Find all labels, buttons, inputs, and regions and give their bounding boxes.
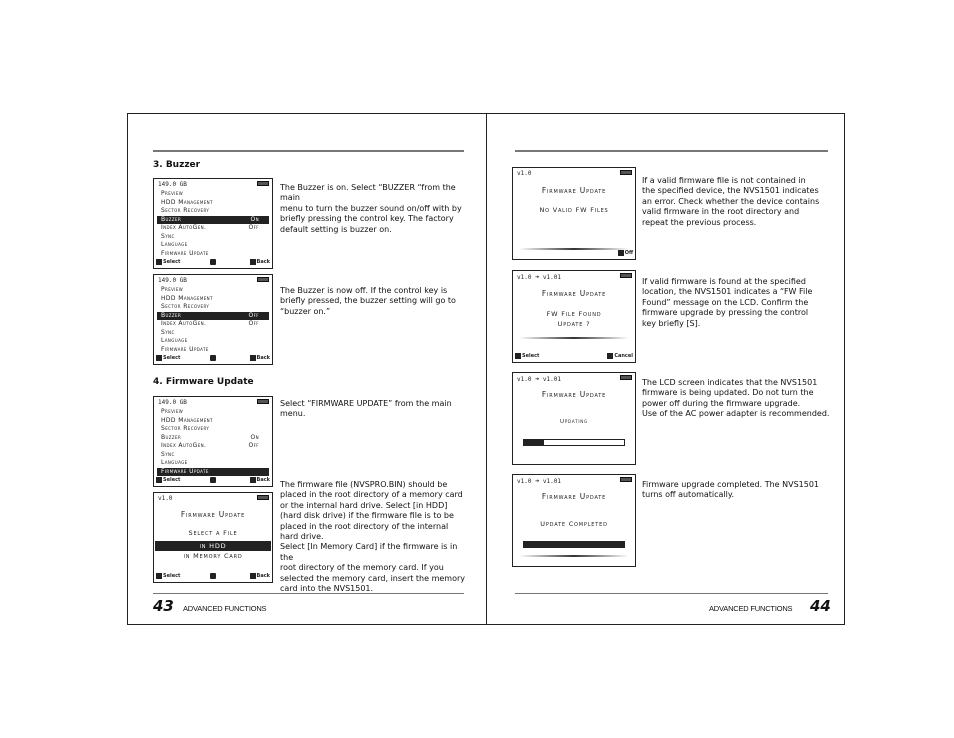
select-softkey (156, 572, 180, 580)
text-line: location, the NVS1501 indicates a “FW File (642, 287, 813, 297)
back-softkey (250, 354, 270, 362)
version-label: v1.0 (158, 495, 173, 502)
lcd-title: Firmware Update (541, 186, 607, 195)
menu-item-hdd-management: HDD Management (161, 294, 213, 302)
menu-item-label: Index AutoGen. (161, 320, 207, 327)
option-in-memory-card: in Memory Card (183, 552, 243, 560)
lcd-message-2: Update ? (557, 320, 591, 328)
softkey-label: Select (163, 259, 181, 265)
text-line: placed in the root directory of the internal (280, 521, 449, 531)
page-number-right: 44 (810, 597, 831, 615)
lcd-message: Updating (560, 419, 588, 425)
key-icon (156, 477, 162, 483)
text-line: power off during the firmware upgrade. (642, 398, 801, 408)
lcd-footer (156, 258, 270, 266)
text-line: menu. (280, 409, 306, 419)
arrow-right-icon: ➔ (535, 375, 540, 383)
version-from: v1.0 (517, 478, 532, 485)
top-rule-left (153, 150, 464, 152)
version-to: v1.01 (542, 274, 561, 281)
menu-item-index-autogen (157, 320, 269, 329)
lcd-sweep-line (519, 555, 629, 557)
control-key-icon (210, 259, 216, 265)
softkey-label: Select (163, 355, 181, 361)
para-no-valid (642, 176, 832, 228)
menu-item-value: On (250, 215, 259, 223)
footer-left: ADVANCED FUNCTIONS (183, 604, 267, 613)
battery-icon (257, 399, 269, 404)
menu-item-buzzer (157, 216, 269, 225)
lcd-menu (157, 190, 269, 258)
text-line: Select “FIRMWARE UPDATE” from the main (280, 399, 452, 408)
menu-item-value: Off (248, 320, 259, 327)
text-line: (hard disk drive) if the firmware file is to be (280, 511, 454, 521)
menu-item-language: Language (161, 337, 188, 344)
menu-item-value: Off (248, 224, 259, 231)
key-icon (156, 355, 162, 361)
softkey-label: Select (522, 353, 540, 359)
lcd-buzzer-off (153, 274, 273, 365)
text-line: Use of the AC power adapter is recommended. (642, 409, 830, 419)
version-to: v1.01 (542, 376, 561, 383)
lcd-title: Firmware Update (541, 390, 607, 399)
menu-item-sync: Sync (161, 232, 175, 240)
text-line: repeat the previous process. (642, 217, 757, 227)
key-icon (607, 353, 613, 359)
version-label (517, 273, 561, 281)
battery-icon (257, 277, 269, 282)
menu-item-label: Buzzer (161, 311, 182, 319)
top-rule-right (515, 150, 828, 152)
menu-item-index-autogen (157, 442, 269, 451)
key-icon (618, 250, 624, 256)
menu-item-value: Off (248, 442, 259, 449)
text-line: placed in the root directory of a memory card (280, 490, 463, 500)
footer-right: ADVANCED FUNCTIONS (709, 604, 793, 613)
lcd-menu (157, 408, 269, 476)
text-line: If valid firmware is found at the specified (642, 277, 806, 286)
menu-item-preview: Preview (161, 190, 184, 197)
text-line: or the internal hard drive. Select [in HDD] (280, 500, 448, 510)
text-line: “buzzer on.” (280, 306, 331, 316)
menu-item-label: Buzzer (161, 433, 182, 441)
battery-icon (620, 170, 632, 175)
menu-item-label: Index AutoGen. (161, 224, 207, 231)
lcd-title: Firmware Update (541, 289, 607, 298)
para-buzzer-off (280, 286, 470, 317)
select-softkey (515, 352, 539, 360)
menu-item-label: Index AutoGen. (161, 442, 207, 449)
softkey-label: Back (256, 477, 270, 483)
arrow-right-icon: ➔ (535, 273, 540, 281)
version-label (517, 477, 561, 485)
select-softkey (156, 258, 180, 266)
progress-fill (524, 440, 544, 445)
menu-item-hdd-management: HDD Management (161, 416, 213, 424)
battery-icon (620, 477, 632, 482)
text-line: the specified device, the NVS1501 indicates (642, 186, 819, 196)
version-to: v1.01 (542, 478, 561, 485)
softkey-label: Select (163, 477, 181, 483)
version-label: v1.0 (517, 170, 532, 177)
text-line: The Buzzer is now off. If the control key is (280, 286, 448, 295)
para-completed (642, 480, 832, 501)
text-line: key briefly [S]. (642, 318, 701, 328)
text-line: The Buzzer is on. Select “BUZZER “from the main (280, 183, 456, 203)
text-line: hard drive. (280, 532, 324, 542)
bottom-rule-left (153, 593, 464, 594)
back-softkey (250, 258, 270, 266)
arrow-right-icon: ➔ (535, 477, 540, 485)
text-line: turns off automatically. (642, 490, 735, 500)
back-softkey (250, 572, 270, 580)
menu-item-buzzer (157, 434, 269, 443)
menu-item-firmware-update: Firmware Update (157, 468, 269, 477)
menu-item-sync: Sync (161, 450, 175, 458)
lcd-footer (156, 476, 270, 484)
key-icon (250, 259, 256, 265)
text-line: briefly pressing the control key. The factory (280, 214, 454, 224)
text-line: menu to turn the buzzer sound on/off with by (280, 203, 462, 213)
menu-item-buzzer (157, 312, 269, 321)
para-select-firmware (280, 399, 470, 420)
lcd-updating (512, 372, 636, 465)
battery-icon (257, 181, 269, 186)
menu-item-language: Language (161, 241, 188, 248)
menu-item-sync: Sync (161, 328, 175, 336)
lcd-fw-file-found (512, 270, 636, 363)
lcd-footer (515, 352, 633, 360)
heading-buzzer: 3. Buzzer (153, 160, 201, 170)
select-softkey (156, 354, 180, 362)
softkey-label: Cancel (614, 353, 633, 359)
cancel-softkey (607, 352, 633, 360)
text-line: card into the NVS1501. (280, 584, 374, 594)
text-line: The LCD screen indicates that the NVS1501 (642, 378, 818, 387)
battery-icon (620, 273, 632, 278)
softkey-label: Back (256, 573, 270, 579)
text-line: root directory of the memory card. If you (280, 563, 444, 573)
lcd-footer (156, 572, 270, 580)
softkey-label: Back (256, 259, 270, 265)
key-icon (250, 573, 256, 579)
text-line: firmware upgrade by pressing the control (642, 308, 809, 318)
text-line: If a valid firmware file is not contained in (642, 176, 806, 185)
menu-item-value: On (250, 433, 259, 441)
page-number-left: 43 (153, 597, 174, 615)
text-line: selected the memory card, insert the memory (280, 573, 466, 583)
menu-item-sector-recovery: Sector Recovery (161, 425, 210, 432)
para-firmware-file (280, 480, 470, 594)
lcd-menu (157, 286, 269, 354)
lcd-sweep-line (519, 337, 629, 339)
select-softkey (156, 476, 180, 484)
softkey-label: Back (256, 355, 270, 361)
progress-bar (523, 541, 625, 548)
lcd-select-file (153, 492, 273, 583)
back-softkey (250, 476, 270, 484)
lcd-title: Firmware Update (180, 510, 246, 519)
version-from: v1.0 (517, 274, 532, 281)
para-buzzer-on (280, 183, 470, 235)
para-fw-found (642, 277, 832, 329)
lcd-menu-firmware-selected (153, 396, 273, 487)
off-softkey (618, 249, 633, 257)
para-updating (642, 378, 832, 420)
key-icon (156, 573, 162, 579)
menu-item-preview: Preview (161, 408, 184, 415)
option-in-hdd: in HDD (155, 541, 271, 551)
key-icon (156, 259, 162, 265)
text-line: briefly pressed, the buzzer setting will go to (280, 296, 456, 306)
lcd-no-valid-fw (512, 167, 636, 260)
text-line: Firmware upgrade completed. The NVS1501 (642, 480, 820, 489)
lcd-buzzer-on (153, 178, 273, 269)
key-icon (515, 353, 521, 359)
battery-icon (257, 495, 269, 500)
menu-item-hdd-management: HDD Management (161, 198, 213, 206)
battery-icon (620, 375, 632, 380)
lcd-message: Update Completed (540, 520, 608, 528)
text-line: valid firmware in the root directory and (642, 207, 800, 217)
page-divider (486, 113, 487, 625)
text-line: Found” message on the LCD. Confirm the (642, 297, 809, 307)
version-label (517, 375, 561, 383)
lcd-message: No Valid FW Files (539, 206, 609, 214)
menu-item-firmware-update: Firmware Update (161, 345, 209, 353)
menu-item-label: Buzzer (161, 215, 182, 223)
text-line: an error. Check whether the device contains (642, 196, 820, 206)
lcd-title: Firmware Update (541, 492, 607, 501)
version-from: v1.0 (517, 376, 532, 383)
lcd-message: FW File Found (546, 310, 602, 318)
progress-bar (523, 439, 625, 446)
softkey-label: Off (624, 250, 633, 256)
control-key-icon (210, 355, 216, 361)
heading-firmware-update: 4. Firmware Update (153, 377, 254, 387)
menu-item-sector-recovery: Sector Recovery (161, 303, 210, 310)
control-key-icon (210, 573, 216, 579)
text-line: firmware is being updated. Do not turn the (642, 388, 814, 398)
key-icon (250, 477, 256, 483)
capacity-label: 149.0 GB (158, 277, 187, 284)
control-key-icon (210, 477, 216, 483)
lcd-footer (515, 249, 633, 257)
bottom-rule-right (515, 593, 828, 594)
lcd-update-completed (512, 474, 636, 567)
key-icon (250, 355, 256, 361)
capacity-label: 149.0 GB (158, 399, 187, 406)
lcd-message: Select a File (188, 529, 238, 537)
menu-item-firmware-update: Firmware Update (161, 249, 209, 257)
progress-fill (524, 542, 624, 547)
menu-item-value: Off (248, 311, 259, 319)
menu-item-sector-recovery: Sector Recovery (161, 207, 210, 214)
text-line: default setting is buzzer on. (280, 224, 392, 234)
menu-item-language: Language (161, 459, 188, 466)
softkey-label: Select (163, 573, 181, 579)
capacity-label: 149.0 GB (158, 181, 187, 188)
lcd-footer (156, 354, 270, 362)
text-line: The firmware file (NVSPRO.BIN) should be (280, 480, 448, 489)
menu-item-preview: Preview (161, 286, 184, 293)
menu-item-index-autogen (157, 224, 269, 233)
text-line: Select [In Memory Card] if the firmware is in the (280, 542, 458, 562)
